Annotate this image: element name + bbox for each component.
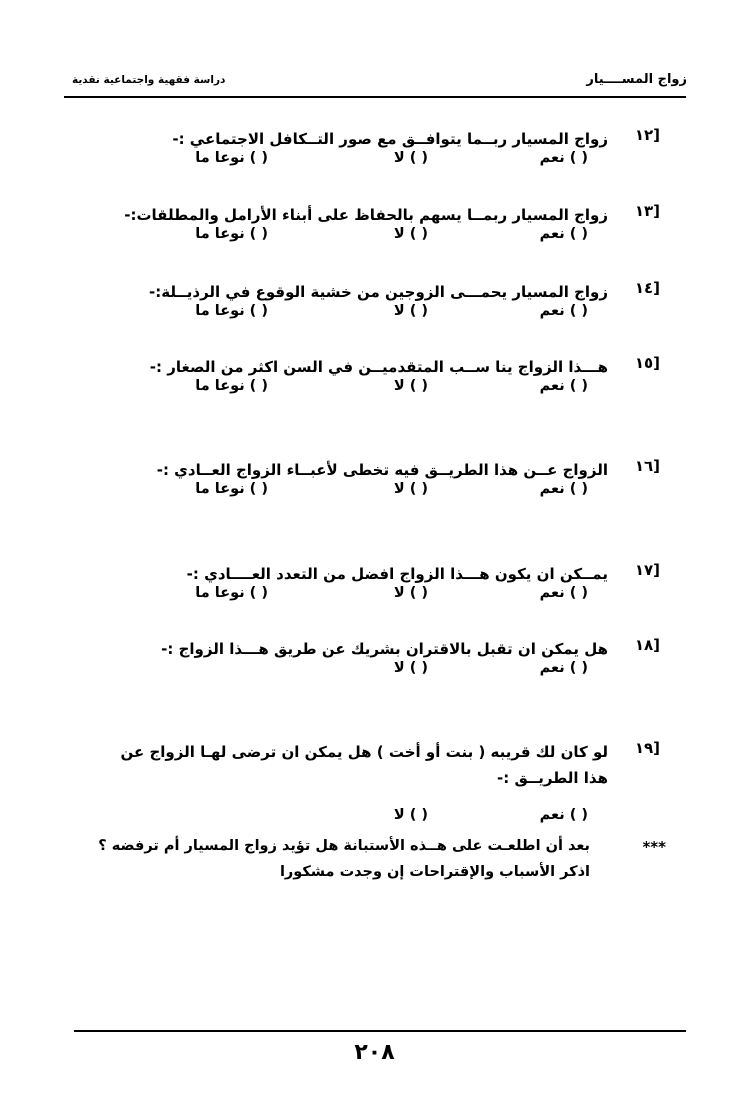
option-yes[interactable]: ( ) نعم xyxy=(539,585,588,601)
option-no[interactable]: ( ) لا xyxy=(393,378,428,394)
question-15 xyxy=(60,354,660,434)
question-12 xyxy=(60,126,660,206)
option-somewhat[interactable]: ( ) نوعا ما xyxy=(195,481,268,497)
question-number: [١٥ xyxy=(634,354,660,372)
question-text: يمــكن ان يكون هـــذا الزواج افضل من التعدد العــــادي :- xyxy=(186,565,608,583)
question-text: زواج المسيار يحمـــى الزوجين من خشية الوقوع في الرذيــلة:- xyxy=(149,283,608,301)
header-rule xyxy=(64,96,686,98)
footer-rule xyxy=(74,1030,686,1032)
option-yes[interactable]: ( ) نعم xyxy=(539,303,588,319)
option-yes[interactable]: ( ) نعم xyxy=(539,807,588,823)
question-number: [١٦ xyxy=(634,457,660,475)
option-yes[interactable]: ( ) نعم xyxy=(539,481,588,497)
option-yes[interactable]: ( ) نعم xyxy=(539,226,588,242)
option-somewhat[interactable]: ( ) نوعا ما xyxy=(195,226,268,242)
question-text: زواج المسيار ربمــا يسهم بالحفاظ على أبناء الأرامل والمطلقات:- xyxy=(124,206,608,224)
option-somewhat[interactable]: ( ) نوعا ما xyxy=(195,150,268,166)
running-header-title: زواج المســــيار xyxy=(586,72,687,87)
question-text: هـــذا الزواج ينا ســب المتقدميــن في السن اكثر من الصغار :- xyxy=(149,358,608,376)
option-no[interactable]: ( ) لا xyxy=(393,807,428,823)
option-yes[interactable]: ( ) نعم xyxy=(539,150,588,166)
option-no[interactable]: ( ) لا xyxy=(393,660,428,676)
option-somewhat[interactable]: ( ) نوعا ما xyxy=(195,303,268,319)
question-13 xyxy=(60,202,660,282)
question-19 xyxy=(60,739,660,839)
question-text: هل يمكن ان تقبل بالاقتران بشريك عن طريق هـــذا الزواج :- xyxy=(161,640,608,658)
page-number: ٢٠٨ xyxy=(354,1040,395,1065)
question-text: زواج المسيار ربــما يتوافــق مع صور التــكافل الاجتماعي :- xyxy=(172,130,608,148)
question-number: [١٩ xyxy=(634,739,660,757)
option-no[interactable]: ( ) لا xyxy=(393,226,428,242)
question-number: [١٢ xyxy=(634,126,660,144)
note-line-1: بعد أن اطلعـت على هــذه الأستبانة هل تؤيد زواج المسيار أم ترفضه ؟ xyxy=(98,838,590,854)
option-no[interactable]: ( ) لا xyxy=(393,303,428,319)
option-no[interactable]: ( ) لا xyxy=(393,481,428,497)
note-line-2: اذكر الأسباب والإقتراحات إن وجدت مشكورا xyxy=(279,864,590,880)
question-number: [١٨ xyxy=(634,636,660,654)
question-text: الزواج عــن هذا الطريــق فيه تخطى لأعبــاء الزواج العــادي :- xyxy=(156,461,608,479)
question-text: لو كان لك قريبه ( بنت أو أخت ) هل يمكن ان ترضى لهـا الزواج عن هذا الطريــق :- xyxy=(120,743,608,787)
closing-note xyxy=(60,838,680,898)
option-somewhat[interactable]: ( ) نوعا ما xyxy=(195,378,268,394)
question-17 xyxy=(60,561,660,641)
note-marker: *** xyxy=(642,838,666,856)
option-yes[interactable]: ( ) نعم xyxy=(539,378,588,394)
question-number: [١٤ xyxy=(634,279,660,297)
question-18 xyxy=(60,636,660,716)
running-header-subtitle: دراسة فقهية واجتماعية نقدية xyxy=(72,74,226,86)
question-number: [١٣ xyxy=(634,202,660,220)
option-no[interactable]: ( ) لا xyxy=(393,150,428,166)
option-somewhat[interactable]: ( ) نوعا ما xyxy=(195,585,268,601)
question-16 xyxy=(60,457,660,537)
question-14 xyxy=(60,279,660,359)
option-yes[interactable]: ( ) نعم xyxy=(539,660,588,676)
question-number: [١٧ xyxy=(634,561,660,579)
option-no[interactable]: ( ) لا xyxy=(393,585,428,601)
